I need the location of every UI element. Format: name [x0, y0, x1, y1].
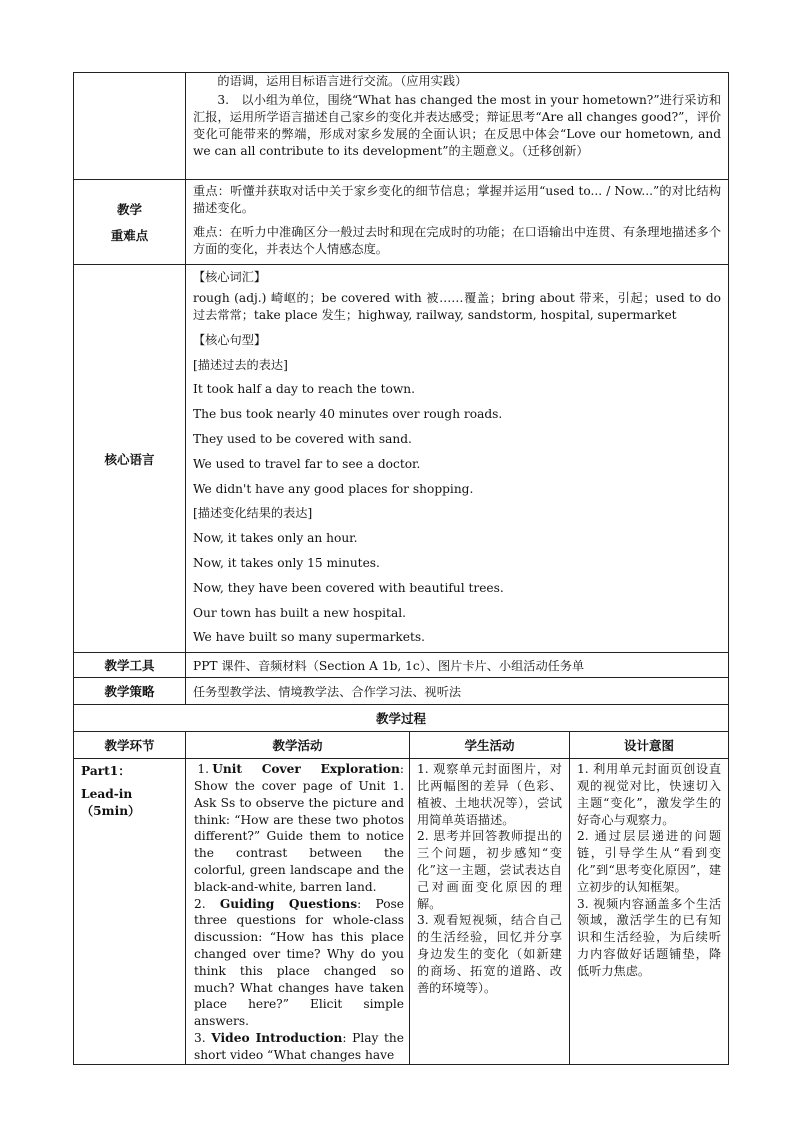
activity-text: : Pose three questions for whole-class discussion: “How has this place changed over time? Why do you think this place changed so much? What changes have taken place here?” Elicit simple answers.	[194, 896, 404, 1029]
design-intent-item: 3. 视频内容涵盖多个生活领域，激活学生的已有知识和生活经验，为后续听力内容做好话题铺垫，降低听力焦虑。	[577, 896, 722, 978]
activity-text: : Show the cover page of Unit 1. Ask Ss to observe the picture and think: “How are these two photos different?” Guide them to notice the contrast between the colorful, green landscape and the black-and-white, barren land.	[194, 762, 404, 894]
key-points-label-line1: 教学	[116, 202, 142, 217]
activity-title: Video Introduction	[211, 1030, 343, 1045]
vocab-list: rough (adj.) 崎岖的；be covered with 被……覆盖；bring about 带来，引起；used to do 过去常常；take place 发生；highway, railway, sandstorm, hospital, supermarket	[193, 290, 722, 322]
past-sentence: It took half a day to reach the town.	[193, 382, 415, 397]
stage-name: Part1：	[81, 764, 131, 779]
strategy-label: 教学策略	[74, 678, 186, 705]
past-sentence: We used to travel far to see a doctor.	[193, 456, 421, 471]
change-heading: [描述变化结果的表达]	[193, 506, 313, 521]
process-header-row	[74, 732, 729, 759]
stage-time: （5min）	[81, 804, 141, 819]
design-intent-item: 2. 通过层层递进的问题链，引导学生从“看到变化”到“思考变化原因”，建立初步的认知框架。	[577, 829, 722, 894]
activity-item	[194, 761, 404, 895]
activity-title: Guiding Questions	[219, 896, 358, 911]
objective-item-3: 3. 以小组为单位，围绕“What has changed the most in your hometown?”进行采访和汇报，运用所学语言描述自己家乡的变化并表达感受；辩证思考“Are all changes good?”，评价变化可能带来的弊端，形成对家乡发展的全面认识；在反思中体会“Love our hometown, and we can all contribute to its development”的主题意义。（迁移创新）	[193, 93, 722, 158]
change-sentence: Now, they have been covered with beautiful trees.	[193, 580, 504, 595]
tools-value: PPT 课件、音频材料（Section A 1b, 1c）、图片卡片、小组活动任务单	[186, 653, 729, 678]
past-sentence: The bus took nearly 40 minutes over rough roads.	[193, 407, 503, 422]
key-points-label	[74, 180, 186, 265]
objectives-row	[74, 73, 729, 180]
activity-item	[194, 896, 404, 1030]
activity-text: : Play the short video “What changes have	[194, 1030, 404, 1062]
header-student: 学生活动	[410, 732, 570, 759]
key-points-row	[74, 180, 729, 265]
change-sentence: We have built so many supermarkets.	[193, 630, 426, 645]
tools-row	[74, 653, 729, 678]
activity-num: 2.	[194, 896, 206, 911]
key-points-label-line2: 重难点	[110, 228, 149, 243]
activity-item	[194, 1030, 404, 1064]
change-sentence: Our town has built a new hospital.	[193, 605, 406, 620]
header-activity: 教学活动	[186, 732, 410, 759]
student-activity-item: 1. 观察单元封面图片，对比两幅图的差异（色彩、植被、土地状况等），尝试用简单英语描述。	[417, 762, 562, 827]
past-sentence: They used to be covered with sand.	[193, 431, 412, 446]
vocab-heading: 【核心词汇】	[193, 270, 267, 284]
core-language-row	[74, 265, 729, 653]
key-points-content	[186, 180, 729, 265]
stage-sub: Lead-in	[81, 787, 133, 802]
strategy-value: 任务型教学法、情境教学法、合作学习法、视听法	[186, 678, 729, 705]
design-intent-item: 1. 利用单元封面页创设直观的视觉对比，快速切入主题“变化”，激发学生的好奇心与观察力。	[577, 762, 722, 827]
objectives-label-cell	[74, 73, 186, 180]
pattern-heading: 【核心句型】	[193, 332, 267, 347]
process-title-row	[74, 705, 729, 732]
student-activity-item: 3. 观看短视频，结合自己的生活经验，回忆并分享身边发生的变化（如新建的商场、拓宽的道路、改善的环境等）。	[417, 913, 562, 995]
activity-num: 1.	[197, 762, 209, 777]
objectives-content-cell	[186, 73, 729, 180]
activity-num: 3.	[194, 1030, 206, 1045]
core-language-label: 核心语言	[74, 265, 186, 653]
focus-text: 重点：听懂并获取对话中关于家乡变化的细节信息；掌握并运用“used to... / Now...”的对比结构描述变化。	[193, 184, 722, 215]
difficulty-text: 难点：在听力中准确区分一般过去时和现在完成时的功能；在口语输出中连贯、有条理地描述多个方面的变化，并表达个人情感态度。	[193, 225, 722, 256]
tools-label: 教学工具	[74, 653, 186, 678]
teacher-activity-cell	[186, 759, 410, 1064]
header-intent: 设计意图	[570, 732, 729, 759]
past-heading: [描述过去的表达]	[193, 357, 288, 372]
past-sentence: We didn't have any good places for shopping.	[193, 481, 474, 496]
header-stage: 教学环节	[74, 732, 186, 759]
activity-title: Unit Cover Exploration	[212, 762, 400, 777]
student-activity-cell	[410, 759, 570, 1064]
change-sentence: Now, it takes only 15 minutes.	[193, 555, 380, 570]
student-activity-item: 2. 思考并回答教师提出的三个问题，初步感知“变化”这一主题，尝试表达自己对画面变化原因的理解。	[417, 829, 562, 911]
core-language-content	[186, 265, 729, 653]
strategy-row	[74, 678, 729, 705]
process-title: 教学过程	[74, 705, 729, 732]
stage-cell	[74, 759, 186, 1064]
change-sentence: Now, it takes only an hour.	[193, 531, 358, 546]
design-intent-cell	[570, 759, 729, 1064]
lesson-plan-table	[73, 72, 729, 1065]
objective-item-2-tail: 的语调，运用目标语言进行交流。（应用实践）	[217, 74, 468, 88]
lead-in-row	[74, 759, 729, 1064]
